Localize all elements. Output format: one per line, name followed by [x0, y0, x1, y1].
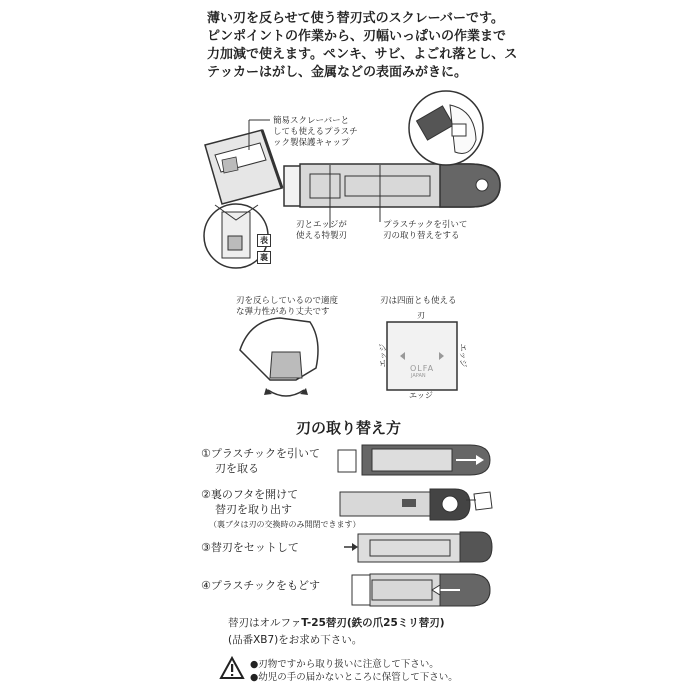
- blade-four-sides-drawing: [387, 322, 457, 390]
- step2-drawing: [340, 489, 492, 520]
- hand-closeup-circle: [409, 91, 483, 165]
- intro-line: テッカーはがし、金属などの表面みがきに。: [207, 65, 468, 80]
- blade-label: 刃: [417, 311, 425, 320]
- step-3-text: ③替刃をセットして: [201, 541, 299, 554]
- cap-note: 簡易スクレーバーと しても使えるプラスチ ック製保護キャップ: [273, 116, 358, 148]
- intro-line: ピンポイントの作業から、刃幅いっぱいの作業まで: [207, 29, 507, 44]
- four-sides-note: 刃は四面とも使える: [380, 296, 457, 306]
- intro-line: 薄い刃を反らせて使う替刃式のスクレーバーです。: [207, 11, 504, 26]
- warning-text: ●刃物ですから取り扱いに注意して下さい。 ●幼児の手の届かないところに保管して下さい。: [250, 659, 458, 683]
- brand-logo-text: OLFA: [410, 364, 435, 373]
- edge-label-left: エッジ: [378, 343, 388, 368]
- edge-label-right: エッジ: [458, 343, 468, 368]
- flex-demo-drawing: [240, 318, 318, 396]
- back-label: 裏: [257, 251, 271, 264]
- step3-drawing: [344, 532, 492, 562]
- protective-cap-drawing: [205, 130, 282, 204]
- scraper-main-drawing: [284, 164, 500, 228]
- warning-icon: [221, 658, 243, 678]
- blade-note: 刃とエッジが 使える特製刃: [296, 220, 348, 241]
- brand-sub-text: JAPAN: [411, 373, 426, 379]
- step4-drawing: [352, 574, 490, 606]
- step1-drawing: [338, 445, 490, 475]
- replace-title: 刃の取り替え方: [296, 419, 402, 437]
- intro-text: [207, 10, 518, 82]
- step-2-text: ②裏のフタを開けて 替刃を取り出す （裏ブタは刃の交換時のみ開閉できます）: [201, 488, 361, 529]
- intro-line: 力加減で使えます。ペンキ、サビ、よごれ落とし、ス: [207, 47, 518, 62]
- plastic-note: プラスチックを引いて 刃の取り替えをする: [383, 220, 468, 241]
- flex-note: 刃を反らしているので適度 な弾力性があり丈夫です: [236, 296, 339, 317]
- step-1-text: ①プラスチックを引いて 刃を取る: [201, 447, 320, 475]
- step-4-text: ④プラスチックをもどす: [201, 579, 320, 592]
- refill-info: 替刃はオルファT-25替刃(鉄の爪25ミリ替刃) (品番XB7)をお求め下さい。: [228, 617, 445, 646]
- front-label: 表: [257, 234, 271, 247]
- edge-label-bottom: エッジ: [409, 391, 433, 400]
